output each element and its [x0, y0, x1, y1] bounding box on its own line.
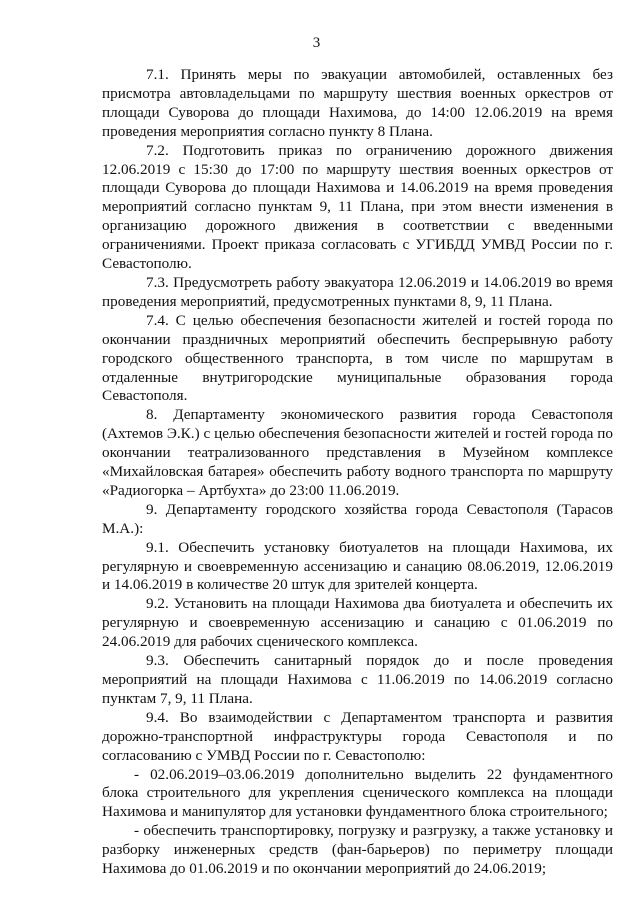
paragraph-8: 8. Департаменту экономического развития города Севастополя (Ахтемов Э.К.) с целью обеспечения безопасности жителей и гостей города по окончании театрализованного представления в Музейном комплексе «Михайловская батарея» обеспечить работу водного транспорта по маршруту «Радиогорка – Артбухта» до 23:00 11.06.2019.: [102, 406, 613, 499]
paragraph-9-4: 9.4. Во взаимодействии с Департаментом транспорта и развития дорожно-транспортной инфраструктуры города Севастополя и по согласованию с УМВД России по г. Севастополю:: [102, 708, 613, 764]
paragraph-9-3: 9.3. Обеспечить санитарный порядок до и после проведения мероприятий на площади Нахимова с 11.06.2019 по 14.06.2019 согласно пунктам 7, 9, 11 Плана.: [102, 652, 613, 707]
list-item-foundation-blocks: - 02.06.2019–03.06.2019 дополнительно выделить 22 фундаментного блока строительного для укрепления сценического комплекса на площади Нахимова и манипулятор для установки фундаментного блока строительного;: [102, 765, 613, 821]
paragraph-9-1: 9.1. Обеспечить установку биотуалетов на площади Нахимова, их регулярную и своевременную ассенизацию и санацию 08.06.2019, 12.06.2019 и 14.06.2019 в количестве 20 штук для зрителей концерта.: [102, 538, 613, 594]
paragraph-7-1: 7.1. Принять меры по эвакуации автомобилей, оставленных без присмотра автовладельцами по маршруту шествия военных оркестров от площади Суворова до площади Нахимова, до 14:00 12.06.2019 на время проведения мероприятия согласно пункту 8 Плана.: [102, 66, 613, 140]
page-number: 3: [312, 35, 321, 51]
list-item-fan-barriers: - обеспечить транспортировку, погрузку и разгрузку, а также установку и разборку инженерных средств (фан-барьеров) по периметру площади Нахимова до 01.06.2019 и по окончании мероприятий до 24.06.2019;: [102, 822, 613, 878]
document-body: [102, 66, 613, 879]
paragraph-7-2: 7.2. Подготовить приказ по ограничению дорожного движения 12.06.2019 с 15:30 до 17:00 по маршруту шествия военных оркестров от площади Суворова до площади Нахимова и 14.06.2019 на время проведения мероприятий согласно пунктам 9, 11 Плана, при этом внести изменения в организацию дорожного движения в соответствии с введенными ограничениями. Проект приказа согласовать с УГИБДД УМВД России по г. Севастополю.: [102, 141, 613, 273]
paragraph-7-3: 7.3. Предусмотреть работу эвакуатора 12.06.2019 и 14.06.2019 во время проведения мероприятий, предусмотренных пунктами 8, 9, 11 Плана.: [102, 273, 613, 310]
paragraph-9: 9. Департаменту городского хозяйства города Севастополя (Тарасов М.А.):: [102, 500, 613, 537]
paragraph-7-4: 7.4. С целью обеспечения безопасности жителей и гостей города по окончании праздничных мероприятий обеспечить беспрерывную работу городского общественного транспорта, в том числе по маршрутам в отдаленные внутригородские муниципальные образования города Севастополя.: [102, 311, 613, 405]
paragraph-9-2: 9.2. Установить на площади Нахимова два биотуалета и обеспечить их регулярную и своевременную ассенизацию и санацию с 01.06.2019 по 24.06.2019 для рабочих сценического комплекса.: [102, 595, 613, 651]
